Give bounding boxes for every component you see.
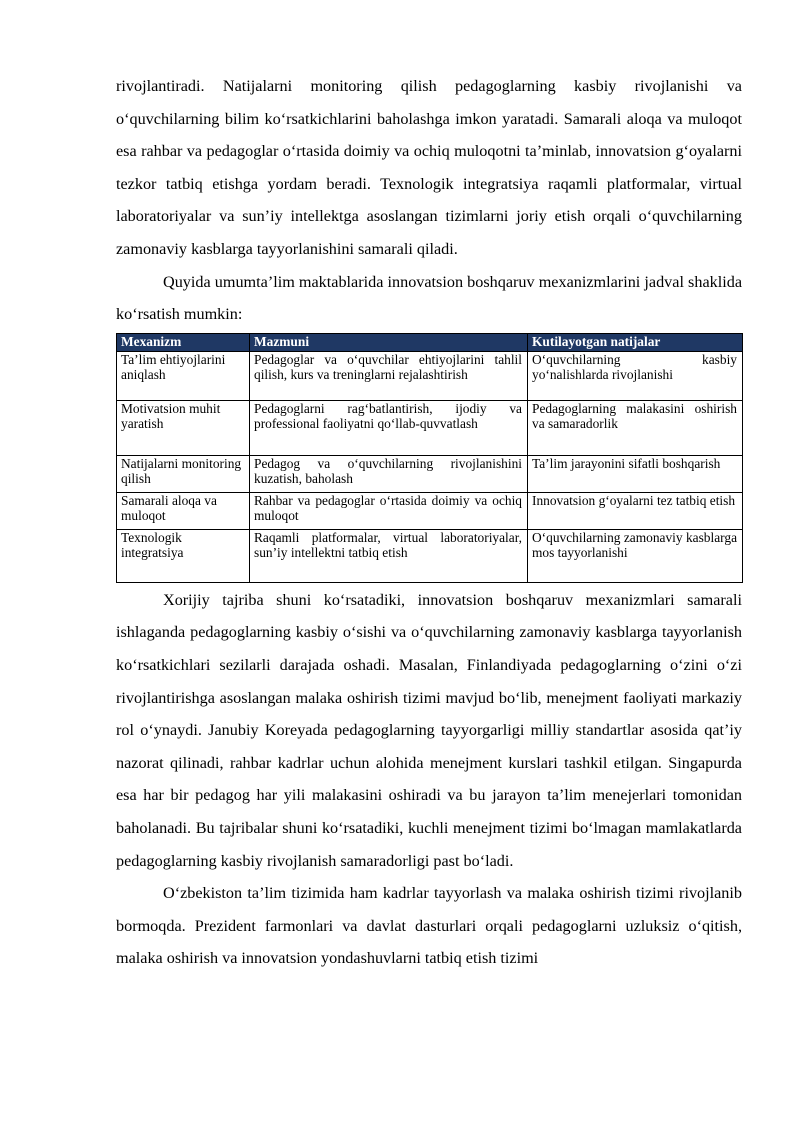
mechanisms-table [116, 333, 743, 583]
cell-result: Innovatsion g‘oyalarni tez tatbiq etish [528, 492, 743, 529]
table-row [117, 492, 743, 529]
cell-mechanism: Natijalarni monitoring qilish [117, 455, 250, 492]
cell-content: Rahbar va pedagoglar o‘rtasida doimiy va ochiq muloqot [250, 492, 528, 529]
cell-content: Pedagoglar va o‘quvchilar ehtiyojlarini tahlil qilish, kurs va treninglarni rejalashtirish [250, 351, 528, 400]
table-header-row [117, 333, 743, 351]
header-mechanism: Mexanizm [117, 333, 250, 351]
cell-mechanism: Samarali aloqa va muloqot [117, 492, 250, 529]
cell-content: Pedagoglarni rag‘batlantirish, ijodiy va professional faoliyatni qo‘llab-quvvatlash [250, 400, 528, 455]
paragraph-uzbekistan: O‘zbekiston ta’lim tizimida ham kadrlar tayyorlash va malaka oshirish tizimi rivojlanib bormoqda. Prezident farmonlari va davlat dasturlari orqali pedagoglarni uzluksiz o‘qitish, malaka oshirish va innovatsion yondashuvlarni tatbiq etish tizimi [116, 884, 742, 968]
cell-mechanism: Ta’lim ehtiyojlarini aniqlash [117, 351, 250, 400]
table-row [117, 529, 743, 582]
paragraph-monitoring-intro: rivojlantiradi. Natijalarni monitoring qilish pedagoglarning kasbiy rivojlanishi va o‘quvchilarning bilim ko‘rsatkichlarini baholashga imkon yaratadi. Samarali aloqa va muloqot esa rahbar va pedagoglar o‘rtasida doimiy va ochiq muloqotni ta’minlab, innovatsion g‘oyalarni tezkor tatbiq etishga yordam beradi. Texnologik integratsiya raqamli platformalar, virtual laboratoriyalar va sun’iy intellektga asoslangan tizimlarni joriy etish orqali o‘quvchilarning zamonaviy kasblarga tayyorlanishini samarali qiladi. [116, 77, 742, 258]
cell-mechanism: Texnologik integratsiya [117, 529, 250, 582]
cell-result: O‘quvchilarning kasbiy yo‘nalishlarda rivojlanishi [528, 351, 743, 400]
header-expected-results: Kutilayotgan natijalar [528, 333, 743, 351]
header-content: Mazmuni [250, 333, 528, 351]
cell-content: Raqamli platformalar, virtual laboratoriyalar, sun’iy intellektni tatbiq etish [250, 529, 528, 582]
cell-result: O‘quvchilarning zamonaviy kasblarga mos tayyorlanishi [528, 529, 743, 582]
cell-content: Pedagog va o‘quvchilarning rivojlanishini kuzatish, baholash [250, 455, 528, 492]
cell-result: Ta’lim jarayonini sifatli boshqarish [528, 455, 743, 492]
table-row [117, 351, 743, 400]
cell-result: Pedagoglarning malakasini oshirish va samaradorlik [528, 400, 743, 455]
document-page [116, 70, 742, 975]
paragraph-table-intro: Quyida umumta’lim maktablarida innovatsion boshqaruv mexanizmlarini jadval shaklida ko‘rsatish mumkin: [116, 272, 742, 324]
cell-mechanism: Motivatsion muhit yaratish [117, 400, 250, 455]
table-row [117, 400, 743, 455]
table-row [117, 455, 743, 492]
paragraph-foreign-experience: Xorijiy tajriba shuni ko‘rsatadiki, innovatsion boshqaruv mexanizmlari samarali ishlaganda pedagoglarning kasbiy o‘sishi va o‘quvchilarning zamonaviy kasblarga tayyorlanish ko‘rsatkichlari sezilarli darajada oshadi. Masalan, Finlandiyada pedagoglarning o‘zini o‘zi rivojlantirishga asoslangan malaka oshirish tizimi mavjud bo‘lib, menejment faoliyati markaziy rol o‘ynaydi. Janubiy Koreyada pedagoglarning tayyorgarligi milliy standartlar asosida qat’iy nazorat qilinadi, rahbar kadrlar uchun alohida menejment kurslari tashkil etilgan. Singapurda esa har bir pedagog har yili malakasini oshiradi va bu jarayon ta’lim menejerlari tomonidan baholanadi. Bu tajribalar shuni ko‘rsatadiki, kuchli menejment tizimi bo‘lmagan mamlakatlarda pedagoglarning kasbiy rivojlanish samaradorligi past bo‘ladi. [116, 590, 742, 870]
